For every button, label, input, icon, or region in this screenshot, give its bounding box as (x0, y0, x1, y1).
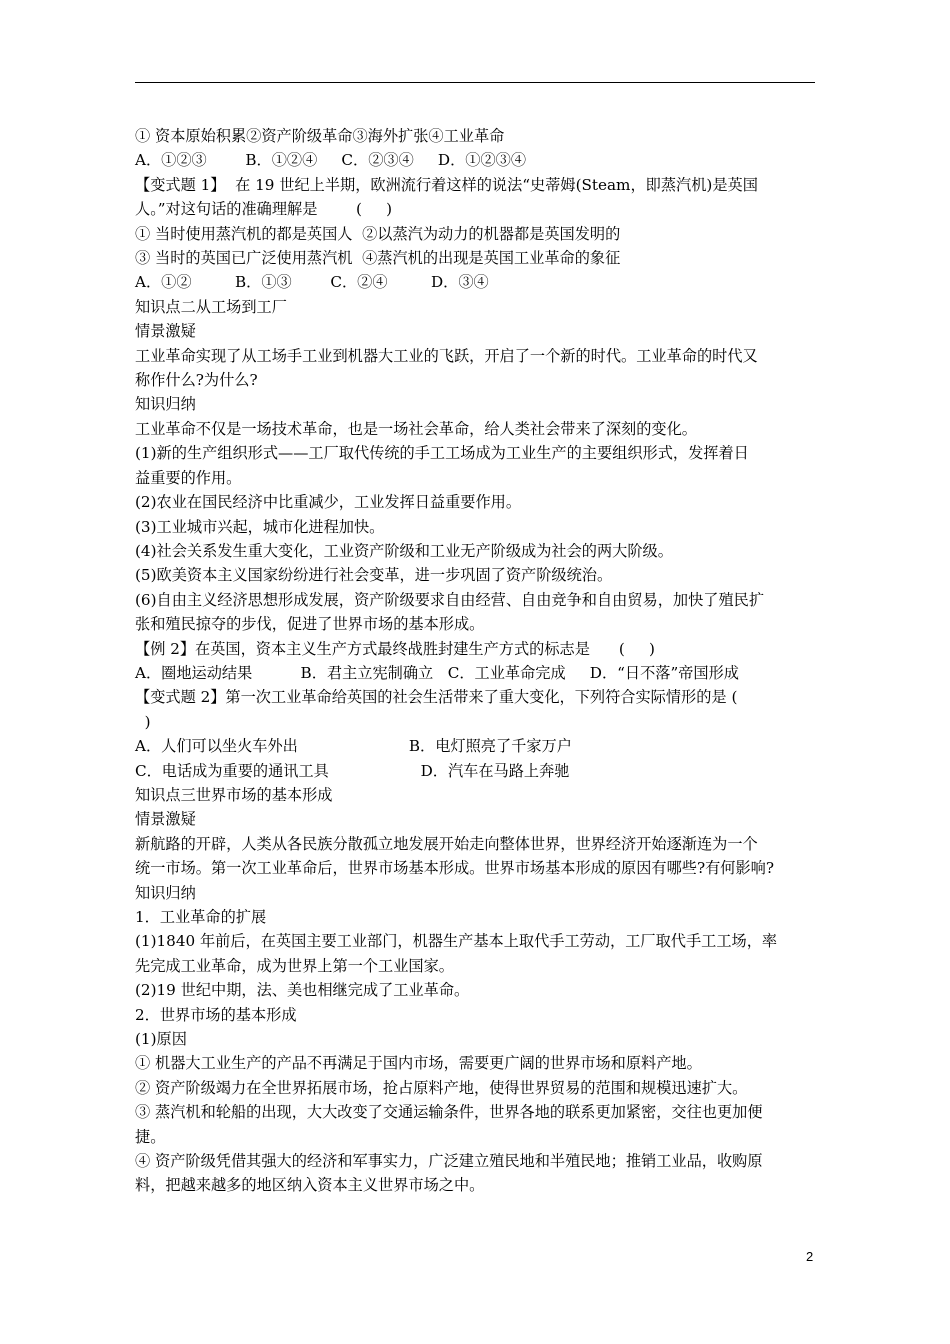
text-line: 益重要的作用。 (135, 468, 242, 487)
subsection-heading: 情景激疑 (135, 322, 196, 341)
text-line: (1)新的生产组织形式——工厂取代传统的手工工场成为工业生产的主要组织形式，发挥着日 (135, 444, 749, 463)
header-rule (135, 82, 815, 83)
text-line: (2)农业在国民经济中比重减少，工业发挥日益重要作用。 (135, 493, 522, 512)
text-line: ① 资本原始积累②资产阶级革命③海外扩张④工业革命 (135, 127, 505, 145)
text-line: (1)1840 年前后，在英国主要工业部门，机器生产基本上取代手工劳动，工厂取代手工工场，率 (135, 932, 778, 951)
text-line: 【变式题 1】 在 19 世纪上半期，欧洲流行着这样的说法“史蒂姆(Steam，即蒸汽机)是英国 (135, 175, 758, 194)
text-line: 【例 2】在英国，资本主义生产方式最终战胜封建生产方式的标志是 ( ) (135, 639, 655, 658)
text-line: A．①②③ B．①②④ C．②③④ D．①②③④ (135, 151, 527, 170)
text-line: ③ 蒸汽机和轮船的出现，大大改变了交通运输条件，世界各地的联系更加紧密，交往也更加便 (135, 1103, 763, 1122)
text-line: ② 资产阶级竭力在全世界拓展市场，抢占原料产地，使得世界贸易的范围和规模迅速扩大。 (135, 1078, 748, 1097)
text-line: 新航路的开辟，人类从各民族分散孤立地发展开始走向整体世界，世界经济开始逐渐连为一个 (135, 834, 758, 853)
text-line: ① 机器大工业生产的产品不再满足于国内市场，需要更广阔的世界市场和原料产地。 (135, 1054, 702, 1073)
text-line: ③ 当时的英国已广泛使用蒸汽机 ④蒸汽机的出现是英国工业革命的象征 (135, 249, 621, 268)
text-line: 工业革命实现了从工场手工业到机器大工业的飞跃，开启了一个新的时代。工业革命的时代又 (135, 346, 758, 365)
subsection-heading: 情景激疑 (135, 810, 196, 829)
page-number: 2 (806, 1249, 814, 1264)
text-line: 人。”对这句话的准确理解是 ( ) (135, 200, 393, 219)
text-line: (2)19 世纪中期，法、美也相继完成了工业革命。 (135, 981, 470, 1000)
text-line: (6)自由主义经济思想形成发展，资产阶级要求自由经营、自由竞争和自由贸易，加快了殖民扩 (135, 590, 765, 609)
text-line: 称作什么?为什么? (135, 371, 258, 390)
subsection-heading: 知识归纳 (135, 395, 196, 414)
text-line: ) (135, 712, 151, 731)
text-line: 捷。 (135, 1127, 166, 1146)
text-line: 先完成工业革命，成为世界上第一个工业国家。 (135, 956, 454, 975)
text-line: A．①② B．①③ C．②④ D．③④ (135, 273, 489, 292)
text-line: 1．工业革命的扩展 (135, 908, 267, 926)
text-line: 2．世界市场的基本形成 (135, 1005, 297, 1024)
document-body (135, 124, 815, 1198)
text-line: A．人们可以坐火车外出 B．电灯照亮了千家万户 (135, 737, 572, 756)
text-line: 【变式题 2】第一次工业革命给英国的社会生活带来了重大变化，下列符合实际情形的是 ( (135, 688, 738, 707)
text-line: 统一市场。第一次工业革命后，世界市场基本形成。世界市场基本形成的原因有哪些?有何影响? (135, 859, 774, 878)
text-line: (4)社会关系发生重大变化，工业资产阶级和工业无产阶级成为社会的两大阶级。 (135, 541, 673, 560)
text-line: (5)欧美资本主义国家纷纷进行社会变革，进一步巩固了资产阶级统治。 (135, 566, 613, 585)
text-line: 料，把越来越多的地区纳入资本主义世界市场之中。 (135, 1176, 485, 1195)
text-line: (1)原因 (135, 1030, 187, 1049)
section-heading: 知识点二从工场到工厂 (135, 297, 287, 316)
text-line: 张和殖民掠夺的步伐，促进了世界市场的基本形成。 (135, 615, 485, 634)
text-line: ① 当时使用蒸汽机的都是英国人 ②以蒸汽为动力的机器都是英国发明的 (135, 224, 621, 243)
text-line: 工业革命不仅是一场技术革命，也是一场社会革命，给人类社会带来了深刻的变化。 (135, 419, 697, 438)
text-line: C．电话成为重要的通讯工具 D．汽车在马路上奔驰 (135, 761, 570, 780)
text-line: A．圈地运动结果 B．君主立宪制确立 C．工业革命完成 D．“日不落”帝国形成 (135, 663, 739, 682)
subsection-heading: 知识归纳 (135, 883, 196, 902)
text-line: (3)工业城市兴起，城市化进程加快。 (135, 517, 385, 536)
text-line: ④ 资产阶级凭借其强大的经济和军事实力，广泛建立殖民地和半殖民地；推销工业品，收购原 (135, 1152, 763, 1171)
section-heading: 知识点三世界市场的基本形成 (135, 785, 333, 804)
